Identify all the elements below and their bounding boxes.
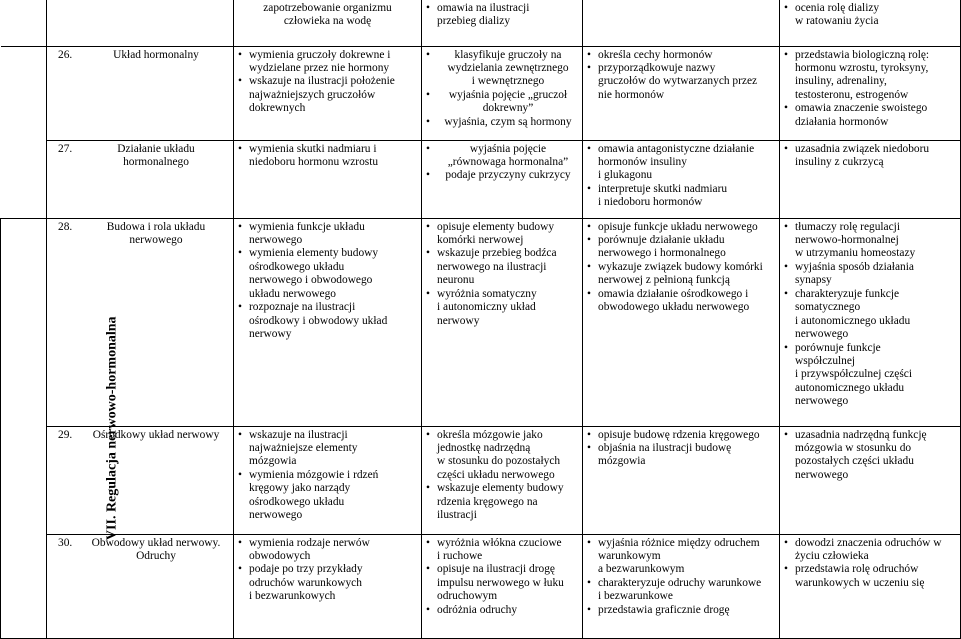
objective-line: • wymienia funkcje układu <box>249 220 365 233</box>
objective-line: jednostkę nadrzędną <box>437 441 531 454</box>
objectives-cell-1 <box>234 218 422 426</box>
objective-item <box>783 342 957 409</box>
objective-line: i niedoboru hormonów <box>598 196 703 209</box>
table-row-top <box>1 0 961 46</box>
objective-item <box>783 537 957 564</box>
objective-list <box>783 143 957 170</box>
objective-line: układu nerwowego <box>249 287 336 300</box>
objective-list <box>237 537 418 604</box>
objective-list <box>425 2 579 29</box>
objective-line: autonomicznego układu <box>795 381 905 394</box>
objective-line: • uzasadnia nadrzędną funkcję <box>795 428 927 441</box>
objective-item <box>783 288 957 342</box>
objective-item <box>425 116 579 129</box>
objective-line: • wymienia mózgowie i rdzeń <box>249 468 379 481</box>
objective-line: w stosunku do pozostałych <box>437 455 561 468</box>
objective-line: nerwowo-hormonalnej <box>795 233 899 246</box>
objective-line: insuliny, adrenaliny, <box>795 75 887 88</box>
objective-item <box>237 537 418 564</box>
objective-item <box>425 482 579 522</box>
lesson-cell <box>47 534 234 638</box>
objective-list <box>425 221 579 329</box>
objective-line: • dowodzi znaczenia odruchów w <box>795 536 942 549</box>
objective-line: • porównuje funkcje <box>795 341 881 354</box>
objective-line: • podaje przyczyny cukrzycy <box>445 169 571 182</box>
objective-line: i bezwarunkowych <box>249 590 336 603</box>
objective-line: • przedstawia rolę odruchów <box>795 563 919 576</box>
objective-line: i wewnętrznego <box>471 75 545 88</box>
lesson-cell <box>47 426 234 534</box>
objective-item <box>783 102 957 129</box>
objective-line: nerwowego i obwodowego <box>249 274 373 287</box>
objective-line: „równowaga hormonalna” <box>447 155 569 168</box>
objective-line: • omawia na ilustracji <box>437 2 530 14</box>
objective-item <box>237 469 418 523</box>
objective-item <box>425 49 579 89</box>
objective-line: nerwowego i hormonalnego <box>598 247 726 260</box>
objective-line: nerwowy <box>249 328 292 341</box>
objective-line: • przyporządkowuje nazwy <box>598 61 716 74</box>
objective-line: współczulnej <box>795 355 856 368</box>
objectives-cell-2 <box>422 46 583 140</box>
objective-line: i przywspółczulnej części <box>795 368 913 381</box>
objective-list <box>586 143 776 210</box>
objective-list <box>425 429 579 523</box>
section-label: VII. Regulacja nerwowo-hormonalna <box>104 316 120 540</box>
objective-line: obwodowego układu nerwowego <box>598 301 750 314</box>
objectives-cell-4 <box>780 534 961 638</box>
objective-item <box>586 49 776 62</box>
objective-line: neuronu <box>437 274 475 287</box>
objective-list <box>237 221 418 342</box>
lesson-cell <box>47 218 234 426</box>
objective-line: • omawia znaczenie swoistego <box>795 102 928 115</box>
objective-line: • wyjaśnia pojęcie „gruczoł <box>448 88 568 101</box>
objectives-cell-2 <box>422 426 583 534</box>
lesson-number: 26. <box>58 48 73 61</box>
objective-list <box>586 221 776 315</box>
objective-line: • podaje po trzy przykłady <box>249 563 363 576</box>
objective-line: insuliny z cukrzycą <box>795 155 884 168</box>
objective-line: nerwowego <box>249 509 303 522</box>
table-row <box>1 46 961 140</box>
objective-item <box>586 288 776 315</box>
objective-list <box>237 49 418 116</box>
objective-line: i bezwarunkowe <box>598 590 673 603</box>
lesson-title: Układ hormonalny <box>113 48 199 61</box>
objective-line: nerwowego <box>249 233 303 246</box>
objective-item <box>237 301 418 341</box>
objectives-cell-4 <box>780 218 961 426</box>
section-spacer <box>1 46 47 218</box>
top-cell-2 <box>234 0 422 46</box>
objective-item <box>783 261 957 288</box>
objective-list <box>783 221 957 409</box>
objective-item <box>425 604 579 617</box>
objective-item <box>425 89 579 116</box>
objective-line: • opisuje funkcje układu nerwowego <box>598 220 758 233</box>
objective-line: i ruchowe <box>437 549 483 562</box>
objective-item <box>237 49 418 76</box>
objective-line: • opisuje budowę rdzenia kręgowego <box>598 428 760 441</box>
objective-item <box>425 221 579 248</box>
objective-list <box>237 429 418 523</box>
objective-item <box>425 537 579 564</box>
objective-line: mózgowia <box>598 455 646 468</box>
objective-line: • wymienia rodzaje nerwów <box>249 536 370 549</box>
objective-line: części układu nerwowego <box>437 468 555 481</box>
objective-line: • wyjaśnia, czym są hormony <box>444 115 572 128</box>
objective-line: • wyróżnia włókna czuciowe <box>437 536 562 549</box>
objective-line: • wyróżnia somatyczny <box>437 287 537 300</box>
objective-line: • opisuje elementy budowy <box>437 220 555 233</box>
objective-list <box>425 537 579 618</box>
objective-line: synapsy <box>795 274 832 287</box>
objective-line: ośrodkowego układu <box>249 260 345 273</box>
objective-line: • klasyfikuje gruczoły na <box>454 48 562 61</box>
objective-item <box>586 143 776 183</box>
objective-line: człowieka na wodę <box>283 15 372 28</box>
objective-line: • wymienia gruczoły dokrewne i <box>249 48 391 61</box>
objective-line: nerwowego na ilustracji <box>437 260 547 273</box>
objective-line: • wskazuje na ilustracji położenie <box>249 75 395 88</box>
objective-line: kręgowy jako narządy <box>249 482 351 495</box>
objective-line: w utrzymaniu homeostazy <box>795 247 916 260</box>
objective-line: mózgowia <box>249 455 297 468</box>
objective-line: nerwowy <box>437 314 480 327</box>
objective-item <box>237 429 418 469</box>
objective-line: • rozpoznaje na ilustracji <box>249 301 356 314</box>
objectives-cell-2 <box>422 534 583 638</box>
objective-list <box>783 49 957 130</box>
objectives-cell-1 <box>234 46 422 140</box>
top-cell-5 <box>780 0 961 46</box>
objective-item <box>783 143 957 170</box>
objective-line: • odróżnia odruchy <box>437 603 518 616</box>
objective-item <box>425 247 579 287</box>
objectives-cell-1 <box>234 140 422 218</box>
objectives-cell-3 <box>583 534 780 638</box>
objective-item <box>237 247 418 301</box>
objective-line: • wymienia skutki nadmiaru i <box>249 142 377 155</box>
objective-item <box>237 221 418 248</box>
objective-item <box>586 261 776 288</box>
objective-item <box>783 563 957 590</box>
objective-item <box>783 2 957 29</box>
lesson-cell <box>47 140 234 218</box>
objective-item <box>586 183 776 210</box>
objective-line: zapotrzebowanie organizmu <box>263 2 392 14</box>
objective-line: • ocenia rolę dializy <box>795 2 880 14</box>
objective-line: warunkowym <box>598 549 661 562</box>
objective-list <box>586 49 776 103</box>
lesson-title: Obwodowy układ nerwowy. Odruchy <box>91 536 221 562</box>
objective-line: • wymienia elementy budowy <box>249 247 379 260</box>
objectives-cell-3 <box>583 218 780 426</box>
objective-line: • interpretuje skutki nadmiaru <box>598 182 728 195</box>
objective-line: najważniejszych gruczołów <box>249 88 376 101</box>
objective-line: nerwowego <box>795 468 849 481</box>
objective-line: • charakteryzuje odruchy warunkowe <box>598 576 762 589</box>
objective-list <box>237 143 418 170</box>
objective-item <box>237 143 418 170</box>
objectives-cell-3 <box>583 46 780 140</box>
objective-line: • wyjaśnia różnice między odruchem <box>598 536 760 549</box>
objective-line: • porównuje działanie układu <box>598 233 725 246</box>
objective-line: • uzasadnia związek niedoboru <box>795 142 930 155</box>
objective-line: obwodowych <box>249 549 311 562</box>
objective-line: • omawia antagonistyczne działanie <box>598 142 755 155</box>
objective-line: • objaśnia na ilustracji budowę <box>598 441 732 454</box>
objective-item <box>237 563 418 603</box>
objective-item <box>237 75 418 115</box>
objective-line: niedoboru hormonu wzrostu <box>249 155 379 168</box>
objective-item <box>425 2 579 29</box>
objective-line: ilustracji <box>437 509 477 522</box>
top-cell-1 <box>47 0 234 46</box>
objective-line: komórki nerwowej <box>437 233 524 246</box>
objective-line: • charakteryzuje funkcje <box>795 287 900 300</box>
objective-line: wydzielania zewnętrznego <box>447 61 569 74</box>
lesson-title: Budowa i rola układu nerwowego <box>106 220 206 246</box>
objective-list <box>425 143 579 183</box>
objective-line: warunkowych w uczeniu się <box>795 576 925 589</box>
table-row <box>1 426 961 534</box>
objective-item <box>586 221 776 234</box>
objective-line: hormonu wzrostu, tyroksyny, <box>795 61 929 74</box>
objective-line: rdzenia kręgowego na <box>437 495 538 508</box>
lesson-number: 29. <box>58 428 73 441</box>
objectives-cell-4 <box>780 46 961 140</box>
objective-line: impulsu nerwowego w łuku <box>437 576 564 589</box>
objective-line: • tłumaczy rolę regulacji <box>795 220 900 233</box>
objective-line: wydzielane przez nie hormony <box>249 61 390 74</box>
objective-line: i glukagonu <box>598 169 653 182</box>
objective-item <box>425 288 579 328</box>
objective-line: odruchów warunkowych <box>249 576 362 589</box>
objective-item <box>586 62 776 102</box>
objective-line: • wykazuje związek budowy komórki <box>598 260 763 273</box>
objective-line: • opisuje na ilustracji drogę <box>437 563 555 576</box>
objective-line: nerwowego <box>795 328 849 341</box>
objectives-cell-2 <box>422 140 583 218</box>
top-cell-4 <box>583 0 780 46</box>
lesson-title: Ośrodkowy układ nerwowy <box>92 428 220 441</box>
objective-line: testosteronu, estrogenów <box>795 88 909 101</box>
objectives-cell-1 <box>234 534 422 638</box>
objective-line: ośrodkowego układu <box>249 495 345 508</box>
objectives-cell-3 <box>583 140 780 218</box>
objective-item <box>425 143 579 170</box>
objective-item <box>425 563 579 603</box>
objective-list <box>783 429 957 483</box>
objective-item <box>586 537 776 577</box>
objective-line: przebieg dializy <box>437 15 511 28</box>
objectives-cell-2 <box>422 218 583 426</box>
objective-line: • wskazuje elementy budowy <box>437 482 564 495</box>
objective-line: • określa cechy hormonów <box>598 48 713 61</box>
table-row <box>1 140 961 218</box>
objective-line: • wyjaśnia pojęcie <box>469 142 547 155</box>
objective-list <box>783 537 957 591</box>
objective-item <box>586 429 776 442</box>
objectives-cell-4 <box>780 426 961 534</box>
objective-line: hormonów insuliny <box>598 155 687 168</box>
objective-line: • przedstawia graficznie drogę <box>598 603 730 616</box>
objective-item <box>783 49 957 103</box>
objective-line: nerwowej z pełnioną funkcją <box>598 274 730 287</box>
objective-line: • określa mózgowie jako <box>437 428 543 441</box>
objective-line: mózgowia w stosunku do <box>795 441 912 454</box>
objective-list <box>783 2 957 29</box>
objective-item <box>586 604 776 617</box>
objective-line: najważniejsze elementy <box>249 441 358 454</box>
objective-line: nie hormonów <box>598 88 665 101</box>
section-spacer <box>1 0 47 46</box>
objective-item <box>783 221 957 261</box>
objective-line: dokrewnych <box>249 102 306 115</box>
objective-line: życiu człowieka <box>795 549 869 562</box>
objective-line: gruczołów do wytwarzanych przez <box>598 75 758 88</box>
lesson-cell <box>47 46 234 140</box>
lesson-number: 30. <box>58 536 73 549</box>
objective-item <box>586 442 776 469</box>
objective-line: odruchowym <box>437 590 498 603</box>
objective-line: i autonomiczny układ <box>437 301 536 314</box>
objective-item <box>783 429 957 483</box>
objective-line: ośrodkowy i obwodowy układ <box>249 314 388 327</box>
objective-item <box>586 577 776 604</box>
objective-item <box>586 234 776 261</box>
objective-line: a bezwarunkowym <box>598 563 685 576</box>
objective-line: • omawia działanie ośrodkowego i <box>598 287 749 300</box>
objective-line: nerwowego <box>795 395 849 408</box>
objective-list <box>425 49 579 130</box>
objective-list <box>586 537 776 618</box>
objectives-cell-3 <box>583 426 780 534</box>
objective-list <box>586 429 776 469</box>
objective-line: • przedstawia biologiczną rolę: <box>795 48 930 61</box>
objective-line: i autonomicznego układu <box>795 314 911 327</box>
objective-line: somatycznego <box>795 301 861 314</box>
objective-line: w ratowaniu życia <box>795 15 879 28</box>
objectives-cell-4 <box>780 140 961 218</box>
objective-line: dokrewny” <box>482 102 534 115</box>
lesson-number: 27. <box>58 142 73 155</box>
lesson-title: Działanie układu hormonalnego <box>117 142 195 168</box>
table-row <box>1 534 961 638</box>
objective-line: • wskazuje przebieg bodźca <box>437 247 557 260</box>
objective-line: działania hormonów <box>795 115 889 128</box>
top-cell-3 <box>422 0 583 46</box>
objective-line: • wskazuje na ilustracji <box>249 428 348 441</box>
objective-item <box>425 169 579 182</box>
objective-item <box>425 429 579 483</box>
lesson-number: 28. <box>58 220 73 233</box>
objective-line: • wyjaśnia sposób działania <box>795 260 914 273</box>
table-row <box>1 218 961 426</box>
objective-line: pozostałych części układu <box>795 455 914 468</box>
objectives-cell-1 <box>234 426 422 534</box>
